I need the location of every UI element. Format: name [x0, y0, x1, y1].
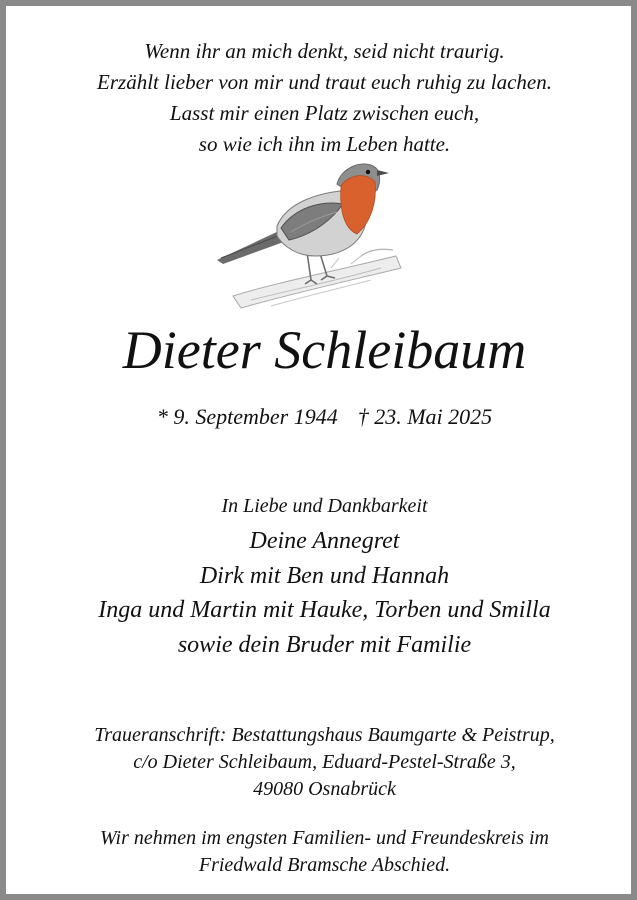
poem-line: Erzählt lieber von mir und traut euch ruhig zu lachen. — [97, 70, 552, 94]
mourners-intro: In Liebe und Dankbarkeit — [221, 495, 428, 517]
address-line: 49080 Osnabrück — [253, 778, 396, 800]
life-dates — [6, 402, 637, 432]
farewell-note — [6, 825, 637, 879]
mourning-address — [6, 722, 637, 803]
poem-line: so wie ich ihn im Leben hatte. — [198, 132, 451, 156]
poem-line: Wenn ihr an mich denkt, seid nicht traurig. — [144, 39, 505, 63]
address-line: Traueranschrift: Bestattungshaus Baumgarte & Peistrup, — [94, 724, 555, 746]
death-date: † 23. Mai 2025 — [357, 404, 493, 429]
birth-date: * 9. September 1944 — [156, 404, 338, 429]
mourner-line: sowie dein Bruder mit Familie — [177, 631, 472, 658]
robin-bird-illustration — [211, 156, 411, 326]
mourner-line: Inga und Martin mit Hauke, Torben und Smilla — [98, 597, 551, 623]
mourner-line: Dirk mit Ben und Hannah — [199, 562, 450, 589]
farewell-line: Wir nehmen im engsten Familien- und Freundeskreis im — [100, 827, 549, 849]
mourner-line: Deine Annegret — [249, 528, 400, 554]
address-line: c/o Dieter Schleibaum, Eduard-Pestel-Straße 3, — [133, 751, 516, 773]
poem — [6, 36, 637, 160]
farewell-line: Friedwald Bramsche Abschied. — [198, 854, 451, 876]
mourners-list — [6, 524, 637, 662]
deceased-name: Dieter Schleibaum — [122, 320, 527, 380]
poem-line: Lasst mir einen Platz zwischen euch, — [169, 101, 480, 125]
